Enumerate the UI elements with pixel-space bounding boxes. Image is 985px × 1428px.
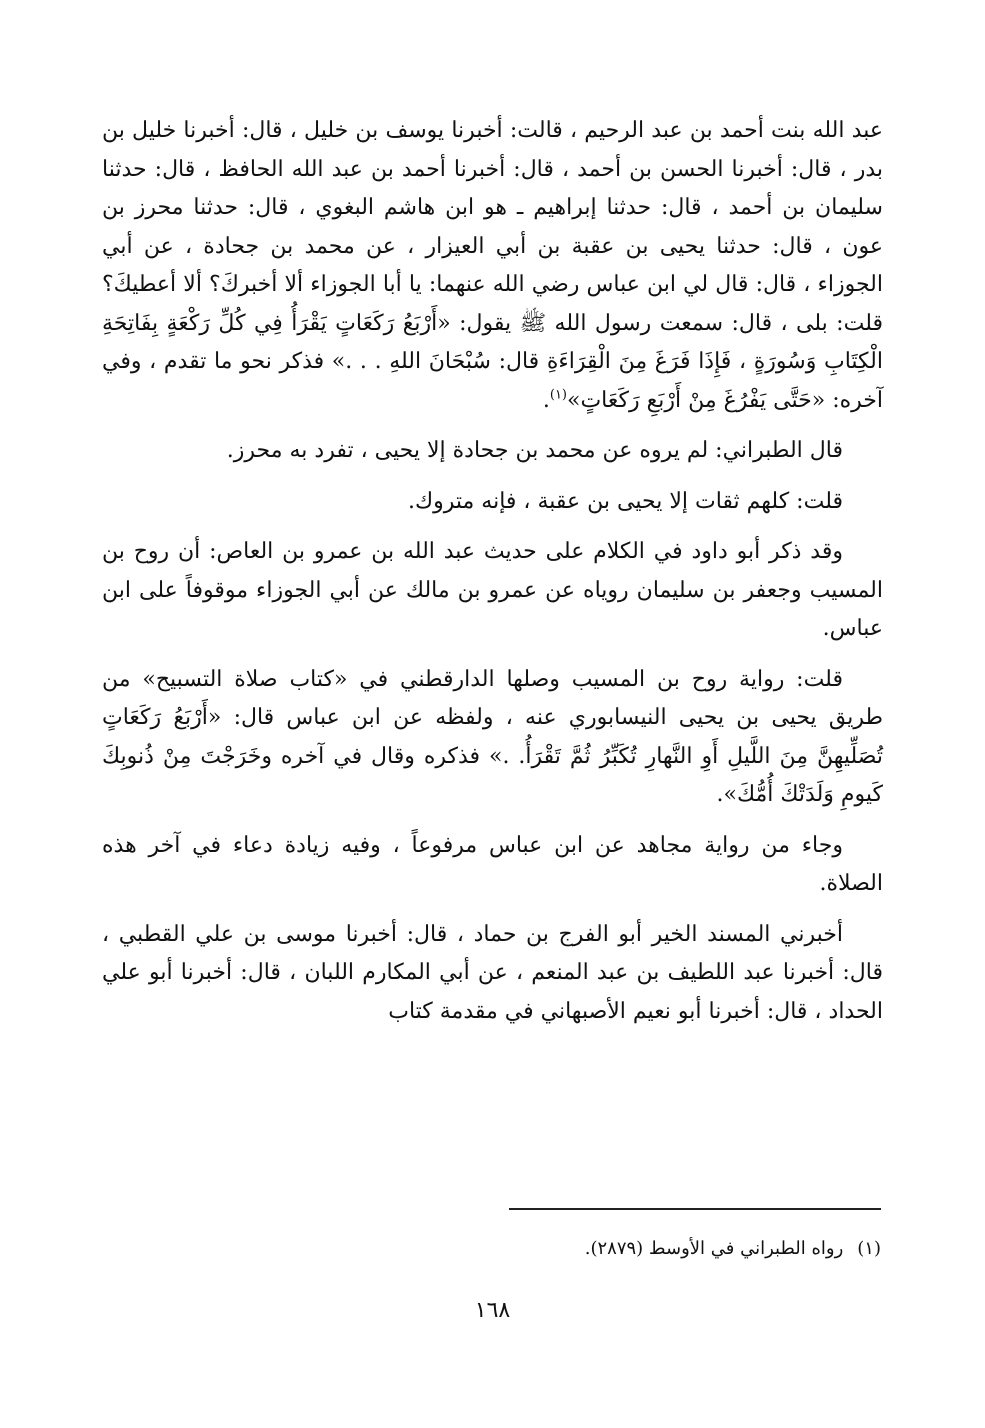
page-number: ١٦٨ [474,1298,511,1323]
footnote-divider [509,1208,881,1210]
footnote-number: (١) [857,1238,881,1259]
paragraph-abu-dawud: وقد ذكر أبو داود في الكلام على حديث عبد الله بن عمرو بن العاص: أن روح بن المسيب وجعفر بن سليمان روياه عن عمرو بن مالك عن أبي الجوزاء موقوفاً على ابن عباس. [102,539,883,641]
footnote-text: رواه الطبراني في الأوسط (٢٨٧٩). [584,1238,844,1259]
paragraph-mujahid: وجاء من رواية مجاهد عن ابن عباس مرفوعاً ، وفيه زيادة دعاء في آخر هذه الصلاة. [102,832,883,896]
paragraph-hadith-chain [102,112,883,420]
footnote [104,1236,881,1262]
paragraph-daraqutni: قلت: رواية روح بن المسيب وصلها الدارقطني في «كتاب صلاة التسبيح» من طريق يحيى بن يحيى النيسابوري عنه ، ولفظه عن ابن عباس قال: «أَرْبَعُ رَكَعَاتٍ تُصَلِّيهِنَّ مِنَ اللَّيلِ أَوِ النَّهارِ تُكَبِّرُ ثُمَّ تَقْرَأُ. .» فذكره وقال في آخره وخَرَجْتَ مِنْ ذُنوبِكَ كَيومِ وَلَدَتْكَ أُمُّكَ». [102,666,883,807]
paragraph-text: عبد الله بنت أحمد بن عبد الرحيم ، قالت: أخبرنا يوسف بن خليل ، قال: أخبرنا خليل بن بدر ، قال: أخبرنا الحسن بن أحمد ، قال: أخبرنا أحمد بن عبد الله الحافظ ، قال: حدثنا سليمان بن أحمد ، قال: حدثنا إبراهيم ـ هو ابن هاشم البغوي ، قال: حدثنا محرز بن عون ، قال: حدثنا يحيى بن عقبة بن أبي العيزار ، عن محمد بن جحادة ، عن أبي الجوزاء ، قال: قال لي ابن عباس رضي الله عنهما: يا أبا الجوزاء ألا أخبركَ؟ ألا أعطيكَ؟ قلت: بلى ، قال: سمعت رسول الله ﷺ يقول: «أَرْبَعُ رَكَعَاتٍ يَقْرَأُ فِي كُلِّ رَكْعَةٍ بِفَاتِحَةِ الْكِتَابِ وَسُورَةٍ ، فَإِذَا فَرَغَ مِنَ الْقِرَاءَةِ قال: سُبْحَانَ اللهِ . . .» فذكر نحو ما تقدم ، وفي آخره: «حَتَّى يَفْرُغَ مِنْ أَرْبَعِ رَكَعَاتٍ» [102,118,883,413]
footnote-reference: (١) [549,387,567,403]
paragraph-qultu-narrators: قلت: كلهم ثقات إلا يحيى بن عقبة ، فإنه متروك. [407,488,843,514]
paragraph-akhbarani: أخبرني المسند الخير أبو الفرج بن حماد ، قال: أخبرنا موسى بن علي القطبي ، قال: أخبرنا عبد اللطيف بن عبد المنعم ، عن أبي المكارم اللبان ، قال: أخبرنا أبو علي الحداد ، قال: أخبرنا أبو نعيم الأصبهاني في مقدمة كتاب [102,921,883,1024]
main-text [102,112,883,1043]
paragraph-tabarani: قال الطبراني: لم يروه عن محمد بن جحادة إلا يحيى ، تفرد به محرز. [226,438,843,463]
paragraph-end: . [542,387,550,413]
